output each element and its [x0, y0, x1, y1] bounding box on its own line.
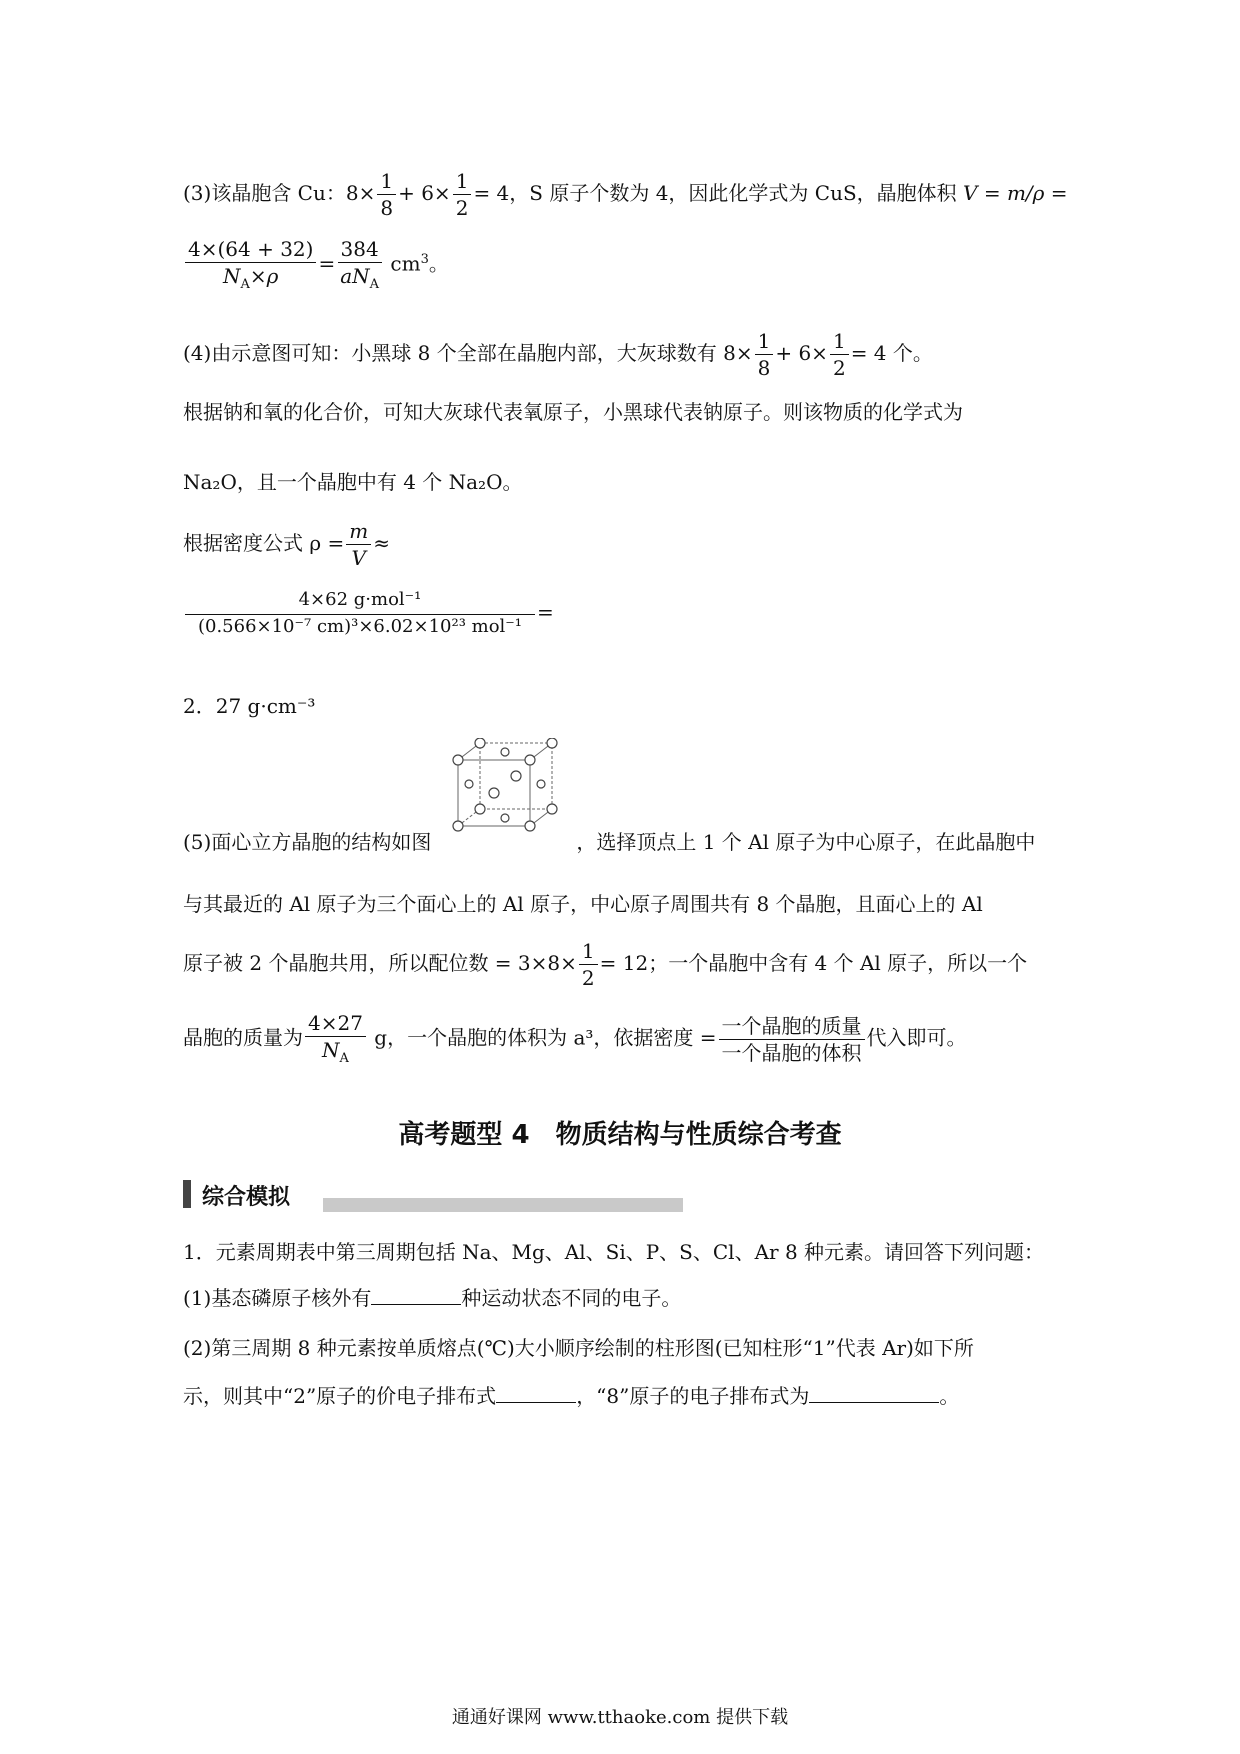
fraction: $\frac{1}{8}$ [755, 330, 774, 379]
p5-line2: 与其最近的 Al 原子为三个面心上的 Al 原子，中心原子周围共有 8 个晶胞，且面心上的 Al [183, 892, 983, 916]
fraction: $\frac{1}{2}$ [453, 170, 472, 219]
q1-line3: (2)第三周期 8 种元素按单质熔点(℃)大小顺序绘制的柱形图(已知柱形“1”代表 Ar)如下所 [183, 1336, 974, 1360]
answer-blank[interactable] [809, 1402, 939, 1403]
footer: 通通好课网 www.tthaoke.com 提供下载 [451, 1707, 789, 1728]
p4-big-fraction: $\frac{\text{4×62 g·mol⁻¹}}{\text{(0.566×10⁻⁷ cm)³×6.02×10²³ mol⁻¹}}$ = [183, 590, 554, 637]
fraction: $\frac{4\times 27}{N_A}$ [305, 1012, 366, 1066]
section-title: 高考题型 4 物质结构与性质综合考查 [398, 1120, 842, 1150]
fraction: $\frac{384}{aN_A}$ [337, 238, 382, 292]
section-rule [323, 1198, 683, 1212]
section-bar [183, 1180, 191, 1208]
formula: V = m/ρ = [963, 181, 1068, 205]
fraction: $\frac{1}{8}$ [377, 170, 396, 219]
p3-line1 [183, 170, 1068, 219]
fraction: $\frac{4\times(64 + 32)}{N_A\times\rho}$ [185, 238, 316, 292]
p5-line4: 晶胞的质量为 $\frac{4\times 27}{N_A}$ g，一个晶胞的体积为 a³，依据密度 = $\frac{\text{一个晶胞的质量}}{\text{一个晶胞的体积}}$ 代入即可。 [183, 1011, 967, 1066]
fraction: $\frac{1}{2}$ [579, 940, 598, 989]
text: + 6× [398, 181, 451, 205]
text: (3)该晶胞含 Cu：8× [183, 181, 376, 205]
fraction: $\frac{1}{2}$ [830, 330, 849, 379]
fcc-unit-cell-diagram [448, 738, 568, 838]
q1-line2: (1)基态磷原子核外有 种运动状态不同的电子。 [183, 1286, 682, 1310]
p5-line3: 原子被 2 个晶胞共用，所以配位数 = 3×8× $\frac{1}{2}$ = 12；一个晶胞中含有 4 个 Al 原子，所以一个 [183, 939, 1028, 990]
p4-line4: 根据密度公式 ρ = $\frac{m}{V}$ ≈ [183, 519, 390, 570]
p4-result: 2．27 g·cm⁻³ [183, 694, 316, 718]
text: = 4，S 原子个数为 4，因此化学式为 CuS，晶胞体积 [473, 181, 964, 205]
fraction: $\frac{\text{4×62 g·mol⁻¹}}{\text{(0.566×10⁻⁷ cm)³×6.02×10²³ mol⁻¹}}$ [185, 590, 535, 637]
p3-line2: $\frac{4\times(64 + 32)}{N_A\times\rho}$ = $\frac{384}{aN_A}$ $cm^3$。 [183, 238, 449, 292]
fraction: $\frac{m}{V}$ [346, 520, 371, 569]
p5-line1: (5)面心立方晶胞的结构如图 ，选择顶点上 1 个 Al 原子为中心原子，在此晶胞中 [183, 830, 1036, 854]
answer-blank[interactable] [371, 1304, 461, 1305]
answer-blank[interactable] [496, 1402, 576, 1403]
p4-line1: (4)由示意图可知：小黑球 8 个全部在晶胞内部，大灰球数有 8× $\frac{1}{8}$ + 6× $\frac{1}{2}$ = 4 个。 [183, 329, 933, 380]
section-label: 综合模拟 [202, 1185, 291, 1210]
p4-line3: Na₂O，且一个晶胞中有 4 个 Na₂O。 [183, 470, 523, 494]
q1-line1: 1．元素周期表中第三周期包括 Na、Mg、Al、Si、P、S、Cl、Ar 8 种元素。请回答下列问题： [183, 1240, 1045, 1264]
q1-line4: 示，则其中“2”原子的价电子排布式 ，“8”原子的电子排布式为 。 [183, 1384, 960, 1408]
fraction: $\frac{\text{一个晶胞的质量}}{\text{一个晶胞的体积}}$ [719, 1015, 865, 1064]
p4-line2: 根据钠和氧的化合价，可知大灰球代表氧原子，小黑球代表钠原子。则该物质的化学式为 [183, 400, 963, 424]
